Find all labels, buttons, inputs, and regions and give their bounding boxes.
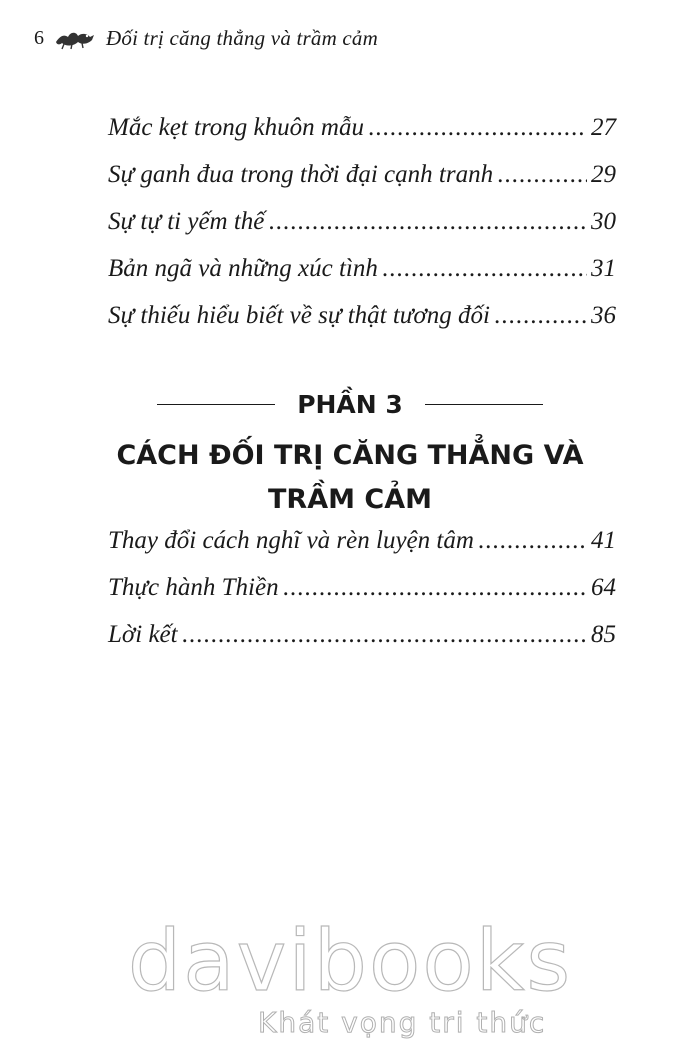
part-title-line-1: CÁCH ĐỐI TRỊ CĂNG THẲNG VÀ [116, 440, 584, 471]
toc-dot-leader [478, 527, 587, 555]
watermark-tagline: Khát vọng tri thức [258, 1006, 547, 1039]
toc-list-part-2 [108, 114, 616, 349]
part-title-line-2: TRẦM CẢM [268, 484, 432, 515]
toc-dot-leader [283, 574, 587, 602]
running-header [34, 26, 378, 51]
toc-entry-page: 27 [591, 114, 616, 141]
toc-dot-leader [497, 161, 587, 189]
toc-dot-leader [182, 621, 587, 649]
part-heading [0, 390, 700, 419]
watermark-brand: davibooks [127, 912, 573, 1010]
part-title [110, 434, 590, 522]
toc-entry-page: 30 [591, 208, 616, 235]
toc-entry-page: 31 [591, 255, 616, 282]
toc-entry-title: Lời kết [108, 621, 178, 648]
divider-rule-left [157, 404, 275, 405]
toc-dot-leader [368, 114, 587, 142]
toc-dot-leader [268, 208, 587, 236]
toc-entry[interactable] [108, 161, 616, 208]
toc-dot-leader [382, 255, 587, 283]
toc-entry[interactable] [108, 114, 616, 161]
toc-entry-title: Thực hành Thiền [108, 574, 279, 601]
toc-entry-title: Sự tự ti yếm thế [108, 208, 265, 235]
toc-entry[interactable] [108, 621, 616, 668]
toc-entry-title: Thay đổi cách nghĩ và rèn luyện tâm [108, 527, 474, 554]
toc-entry[interactable] [108, 574, 616, 621]
toc-list-part-3 [108, 527, 616, 668]
toc-dot-leader [494, 302, 587, 330]
toc-entry-page: 29 [591, 161, 616, 188]
toc-entry[interactable] [108, 255, 616, 302]
toc-entry-title: Bản ngã và những xúc tình [108, 255, 378, 282]
toc-entry[interactable] [108, 527, 616, 574]
page-number: 6 [34, 27, 44, 49]
toc-entry-title: Mắc kẹt trong khuôn mẫu [108, 114, 364, 141]
running-title: Đối trị căng thẳng và trầm cảm [106, 26, 378, 50]
toc-entry-page: 36 [591, 302, 616, 329]
toc-entry[interactable] [108, 208, 616, 255]
toc-entry[interactable] [108, 302, 616, 349]
toc-entry-page: 85 [591, 621, 616, 648]
toc-entry-page: 64 [591, 574, 616, 601]
part-label: PHẦN 3 [297, 390, 403, 419]
dragon-ornament-icon [54, 28, 96, 50]
divider-rule-right [425, 404, 543, 405]
toc-entry-title: Sự ganh đua trong thời đại cạnh tranh [108, 161, 494, 188]
toc-entry-page: 41 [591, 527, 616, 554]
toc-entry-title: Sự thiếu hiểu biết về sự thật tương đối [108, 302, 490, 329]
